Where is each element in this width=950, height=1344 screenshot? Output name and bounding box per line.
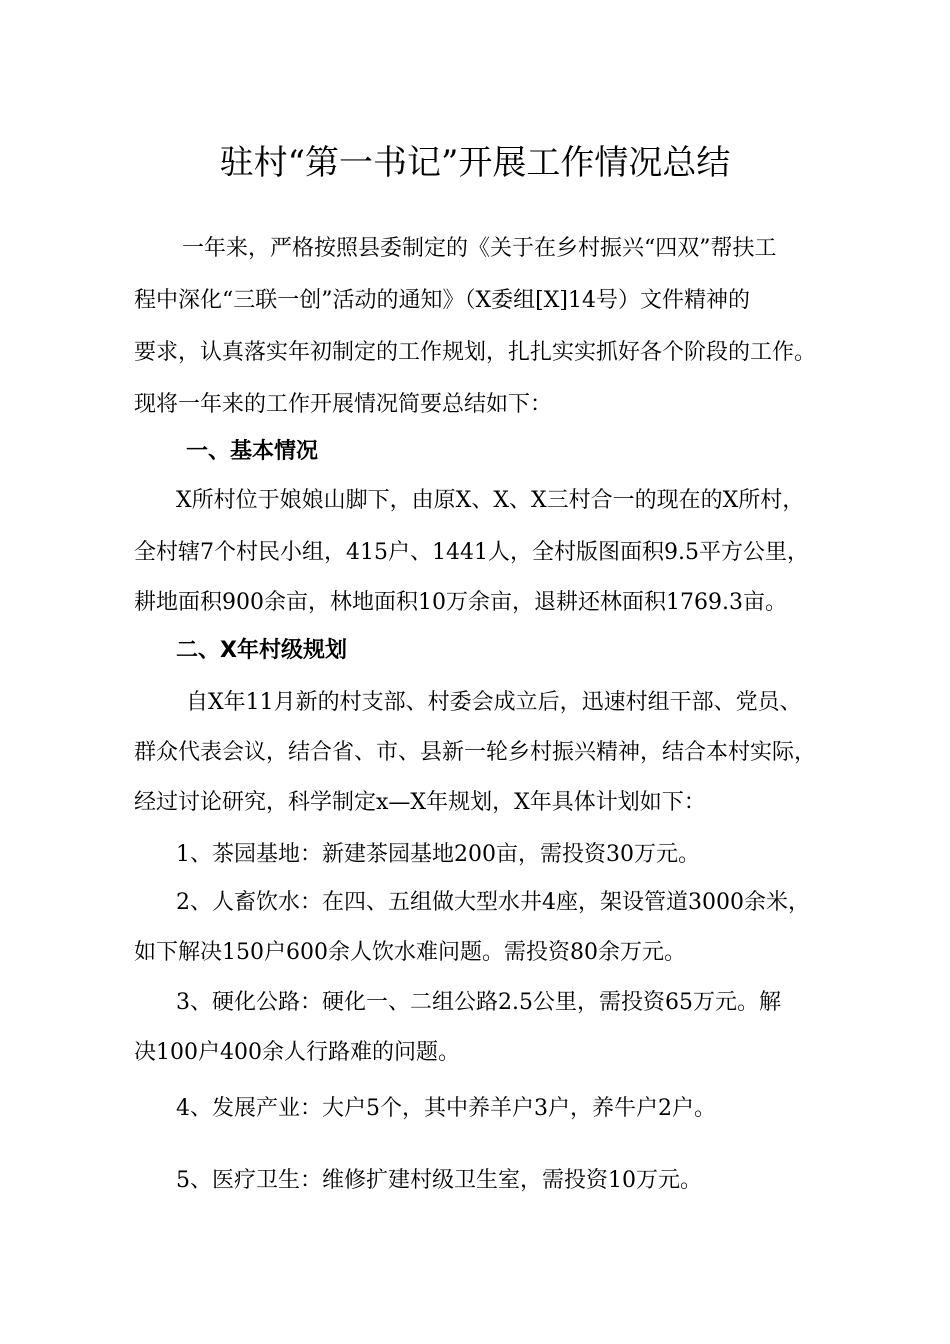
- basic-line-3: 耕地面积900余亩，林地面积10万余亩，退耕还林面积1769.3亩。: [134, 590, 787, 615]
- section-heading-basic: 一、基本情况: [186, 439, 319, 464]
- plan-item-4: 4、发展产业：大户5个，其中养羊户3户，养牛户2户。: [176, 1096, 716, 1121]
- basic-line-2: 全村辖7个村民小组，415户、1441人，全村版图面积9.5平方公里，: [134, 540, 809, 565]
- plan-item-2-cont: 如下解决150户600余人饮水难问题。需投资80余万元。: [134, 940, 686, 965]
- plan-item-3: 3、硬化公路：硬化一、二组公路2.5公里，需投资65万元。解: [176, 990, 781, 1015]
- basic-line-1: X所村位于娘娘山脚下，由原X、X、X三村合一的现在的X所村，: [176, 488, 805, 513]
- plan-line-2: 群众代表会议，结合省、市、县新一轮乡村振兴精神，结合本村实际，: [134, 740, 817, 765]
- plan-line-3: 经过讨论研究，科学制定x—X年规划，X年具体计划如下：: [134, 790, 706, 815]
- section-heading-plan: 二、X年村级规划: [176, 638, 347, 663]
- intro-line-3: 要求，认真落实年初制定的工作规划，扎扎实实抓好各个阶段的工作。: [134, 340, 817, 365]
- intro-line-1: 一年来，严格按照县委制定的《关于在乡村振兴“四双”帮扶工: [182, 236, 777, 261]
- plan-item-1: 1、茶园基地：新建茶园基地200亩，需投资30万元。: [176, 842, 700, 867]
- plan-item-3-cont: 决100户400余人行路难的问题。: [134, 1040, 460, 1065]
- intro-line-4: 现将一年来的工作开展情况简要总结如下：: [134, 392, 553, 417]
- document-title: 驻村“第一书记”开展工作情况总结: [219, 143, 731, 183]
- intro-line-2: 程中深化“三联一创”活动的通知》（X委组[X]14号）文件精神的: [134, 288, 750, 313]
- plan-item-2: 2、人畜饮水：在四、五组做大型水井4座，架设管道3000余米，: [176, 890, 810, 915]
- plan-item-5: 5、医疗卫生：维修扩建村级卫生室，需投资10万元。: [176, 1168, 702, 1193]
- plan-line-1: 自X年11月新的村支部、村委会成立后，迅速村组干部、党员、: [186, 690, 802, 715]
